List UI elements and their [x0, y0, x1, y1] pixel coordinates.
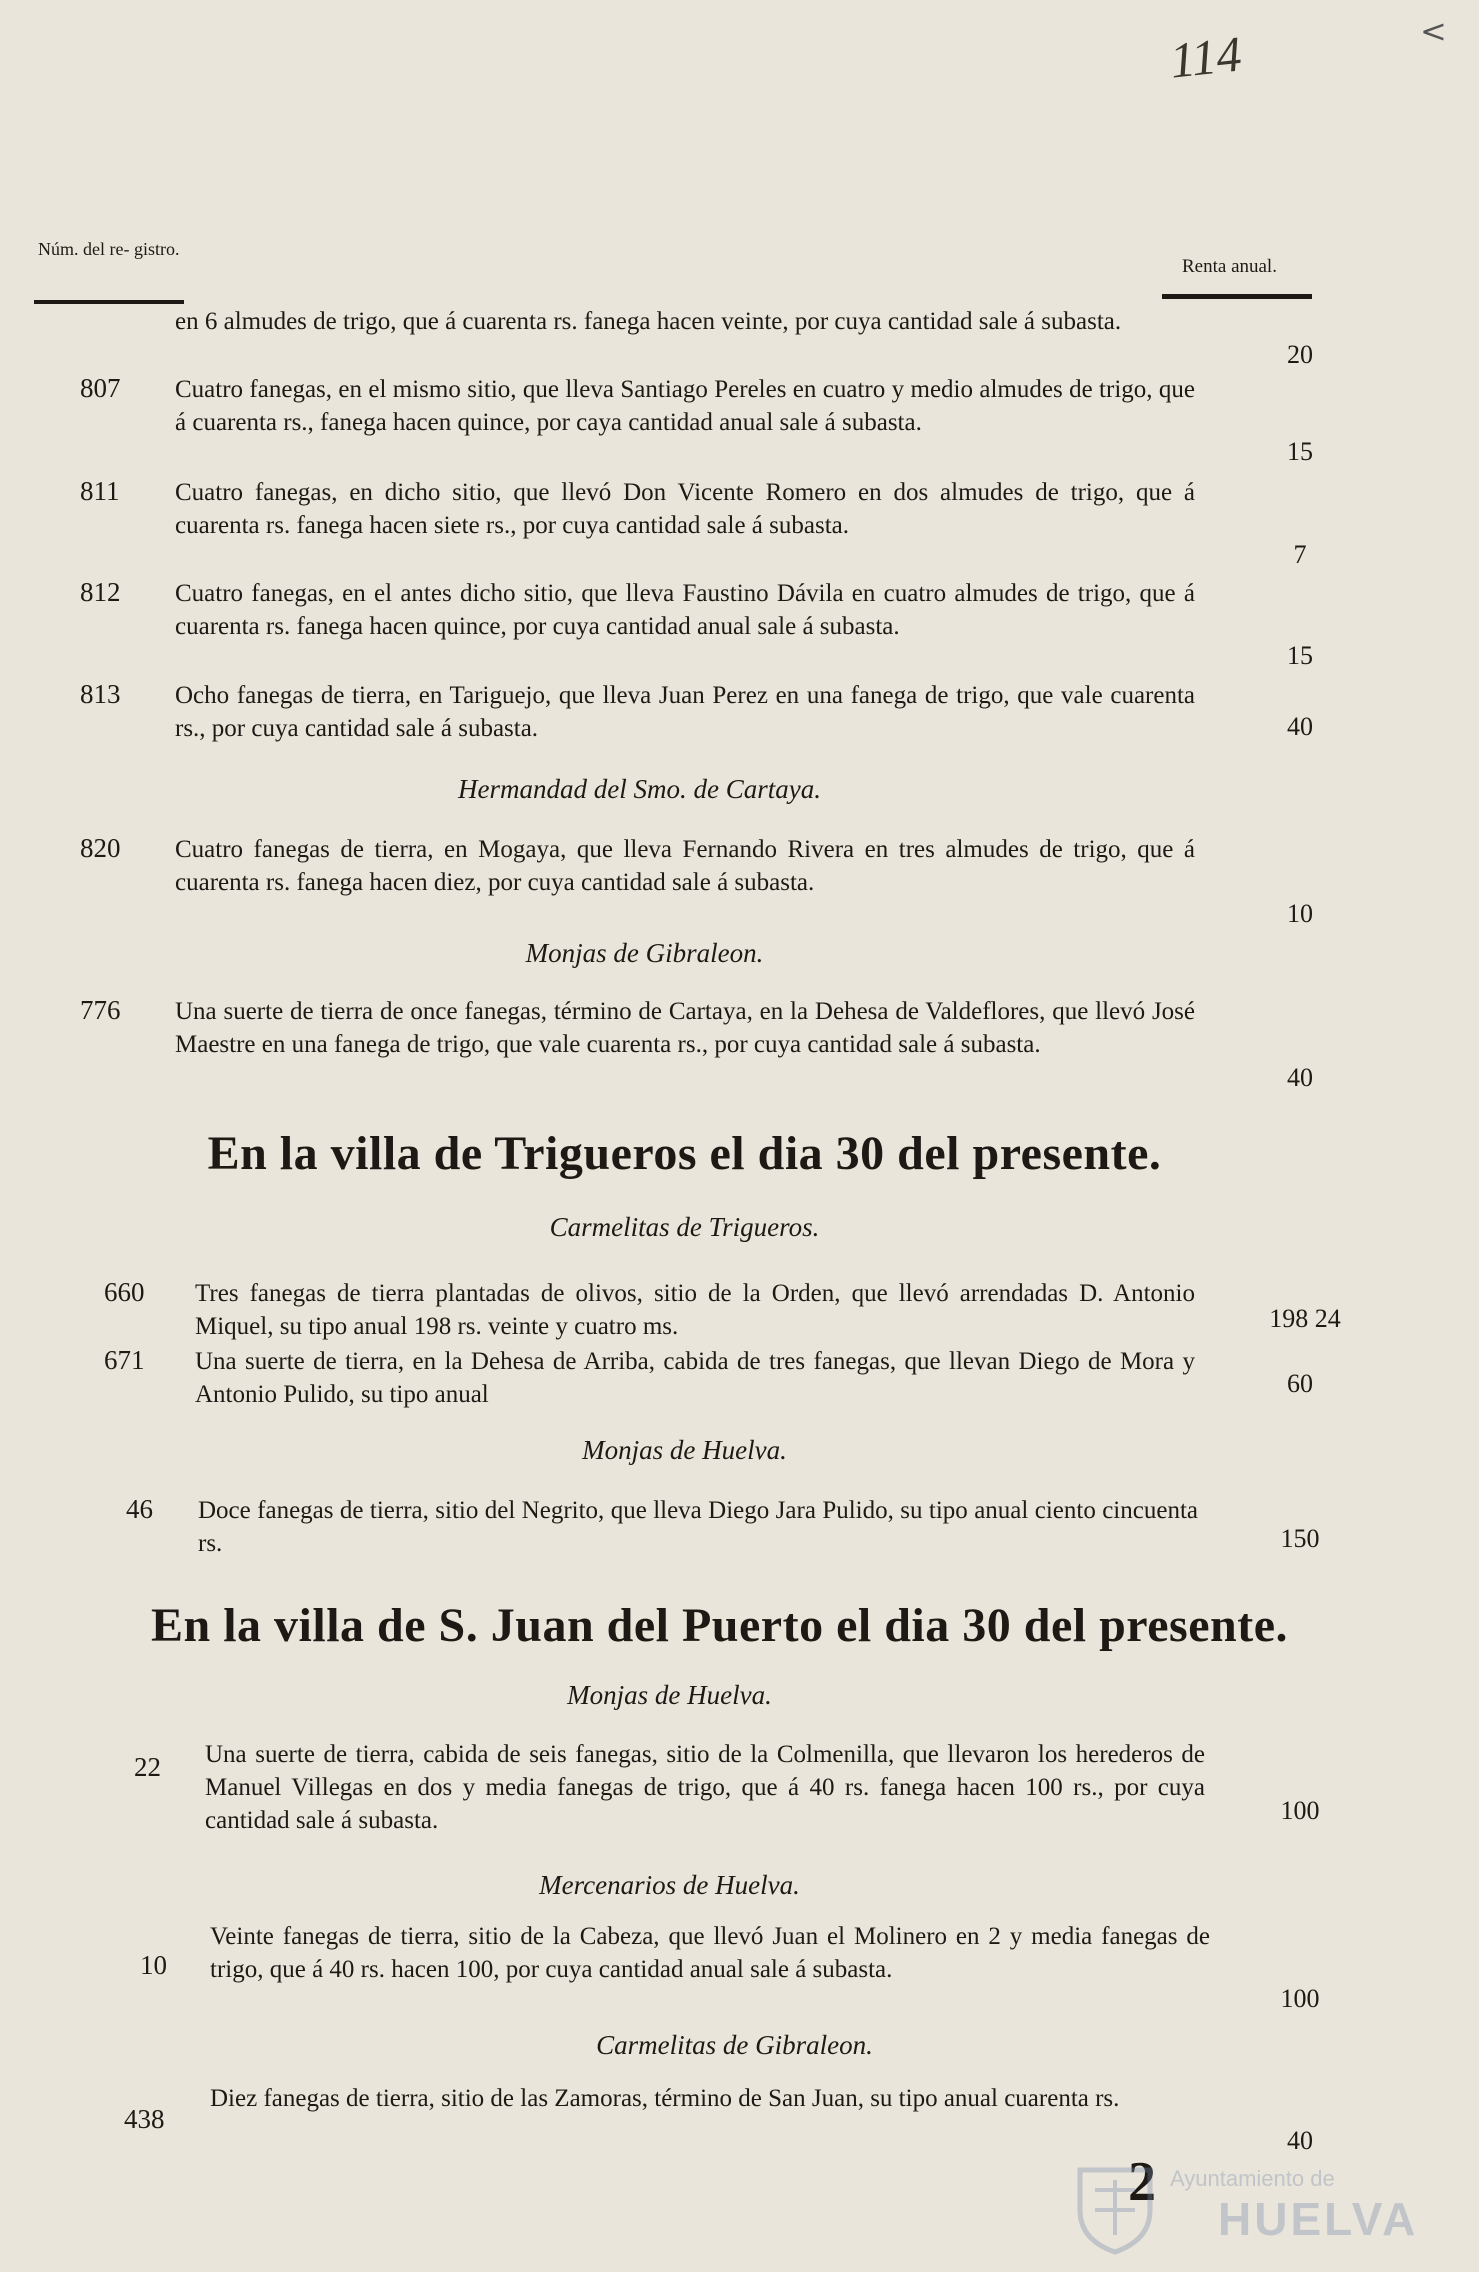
handwritten-page-number: 114	[1167, 25, 1245, 89]
annual-rent: 150	[1280, 1524, 1320, 1553]
annual-rent: 100	[1280, 1796, 1320, 1825]
entry-description: Tres fanegas de tierra plantadas de olivos, sitio de la Orden, que llevó arrendadas D. Antonio Miquel, su tipo anual 198 rs. veinte y cuatro ms.	[195, 1280, 1195, 1340]
town-heading: En la villa de Trigueros el dia 30 del presente.	[207, 1127, 1162, 1180]
entry-description: Ocho fanegas de tierra, en Tariguejo, que lleva Juan Perez en una fanega de trigo, que vale cuarenta rs., por cuya cantidad sale á subasta.	[175, 682, 1195, 742]
section-heading: Monjas de Gibraleon.	[525, 938, 764, 968]
entry-description: en 6 almudes de trigo, que á cuarenta rs. fanega hacen veinte, por cuya cantidad sale á subasta.	[175, 308, 1122, 335]
section-heading: Carmelitas de Gibraleon.	[596, 2030, 873, 2060]
register-number: 438	[124, 2104, 165, 2134]
entry-description: Cuatro fanegas, en el antes dicho sitio, que lleva Faustino Dávila en cuatro almudes de trigo, que á cuarenta rs. fanega hacen quince, por cuya cantidad anual sale á subasta.	[175, 580, 1195, 640]
annual-rent: 15	[1287, 437, 1313, 466]
register-number: 820	[80, 833, 121, 863]
annual-rent: 100	[1280, 1984, 1320, 2013]
register-number: 22	[134, 1752, 161, 1782]
annual-rent: 40	[1287, 2126, 1313, 2155]
register-number: 776	[80, 995, 121, 1025]
annual-rent: 15	[1287, 641, 1313, 670]
section-heading: Mercenarios de Huelva.	[539, 1870, 800, 1900]
entry-description: Doce fanegas de tierra, sitio del Negrito, que lleva Diego Jara Pulido, su tipo anual ciento cincuenta rs.	[198, 1497, 1198, 1557]
entry-description: Una suerte de tierra de once fanegas, término de Cartaya, en la Dehesa de Valdeflores, que llevó José Maestre en una fanega de trigo, que vale cuarenta rs., por cuya cantidad sale á subasta.	[175, 998, 1195, 1058]
entry-description: Diez fanegas de tierra, sitio de las Zamoras, término de San Juan, su tipo anual cuarenta rs.	[210, 2085, 1120, 2112]
watermark-top-text: Ayuntamiento de	[1170, 2166, 1335, 2191]
annual-rent: 7	[1293, 540, 1307, 569]
register-number: 46	[126, 1494, 153, 1524]
section-heading: Carmelitas de Trigueros.	[549, 1212, 820, 1242]
corner-mark: <	[1420, 12, 1447, 50]
annual-rent: 60	[1287, 1369, 1313, 1398]
register-number: 813	[80, 679, 121, 709]
section-heading: Monjas de Huelva.	[582, 1435, 787, 1465]
shield-icon	[1070, 2160, 1160, 2255]
right-rule	[1162, 294, 1312, 299]
entry-description: Cuatro fanegas, en dicho sitio, que llevó Don Vicente Romero en dos almudes de trigo, que á cuarenta rs. fanega hacen siete rs., por cuya cantidad sale á subasta.	[175, 479, 1195, 539]
annual-rent: 40	[1287, 712, 1313, 741]
entry-description: Veinte fanegas de tierra, sitio de la Cabeza, que llevó Juan el Molinero en 2 y media fanegas de trigo, que á 40 rs. hacen 100, por cuya cantidad anual sale á subasta.	[210, 1923, 1210, 1983]
left-rule	[34, 300, 184, 304]
section-heading: Hermandad del Smo. de Cartaya.	[458, 774, 821, 804]
entry-description: Cuatro fanegas, en el mismo sitio, que lleva Santiago Pereles en cuatro y medio almudes de trigo, que á cuarenta rs., fanega hacen quince, por caya cantidad anual sale á subasta.	[175, 376, 1195, 436]
annual-rent: 10	[1287, 899, 1313, 928]
register-number: 671	[104, 1345, 145, 1375]
annual-rent-column-header: Renta anual.	[1182, 256, 1277, 277]
watermark-bottom-text: HUELVA	[1218, 2193, 1419, 2245]
register-number: 812	[80, 577, 121, 607]
archive-watermark	[1070, 2160, 1430, 2255]
town-heading: En la villa de S. Juan del Puerto el dia 30 del presente.	[151, 1599, 1288, 1652]
entry-description: Una suerte de tierra, cabida de seis fanegas, sitio de la Colmenilla, que llevaron los herederos de Manuel Villegas en dos y media fanegas de trigo, que á 40 rs. fanega hacen 100 rs., por cuya cantidad sale á subasta.	[205, 1741, 1205, 1834]
register-number: 807	[80, 373, 121, 403]
annual-rent: 20	[1287, 340, 1313, 369]
entry-description: Una suerte de tierra, en la Dehesa de Arriba, cabida de tres fanegas, que llevan Diego de Mora y Antonio Pulido, su tipo anual	[195, 1348, 1195, 1408]
annual-rent: 40	[1287, 1063, 1313, 1092]
folio-number: 2	[1128, 2151, 1156, 2213]
entry-description: Cuatro fanegas de tierra, en Mogaya, que lleva Fernando Rivera en tres almudes de trigo, que á cuarenta rs. fanega hacen diez, por cuya cantidad sale á subasta.	[175, 836, 1195, 896]
register-number-column-header: Núm. del re- gistro.	[38, 239, 180, 259]
register-number: 10	[140, 1950, 167, 1980]
register-number: 660	[104, 1277, 145, 1307]
section-heading: Monjas de Huelva.	[567, 1680, 772, 1710]
register-number: 811	[80, 476, 120, 506]
annual-rent: 198 24	[1269, 1304, 1341, 1333]
